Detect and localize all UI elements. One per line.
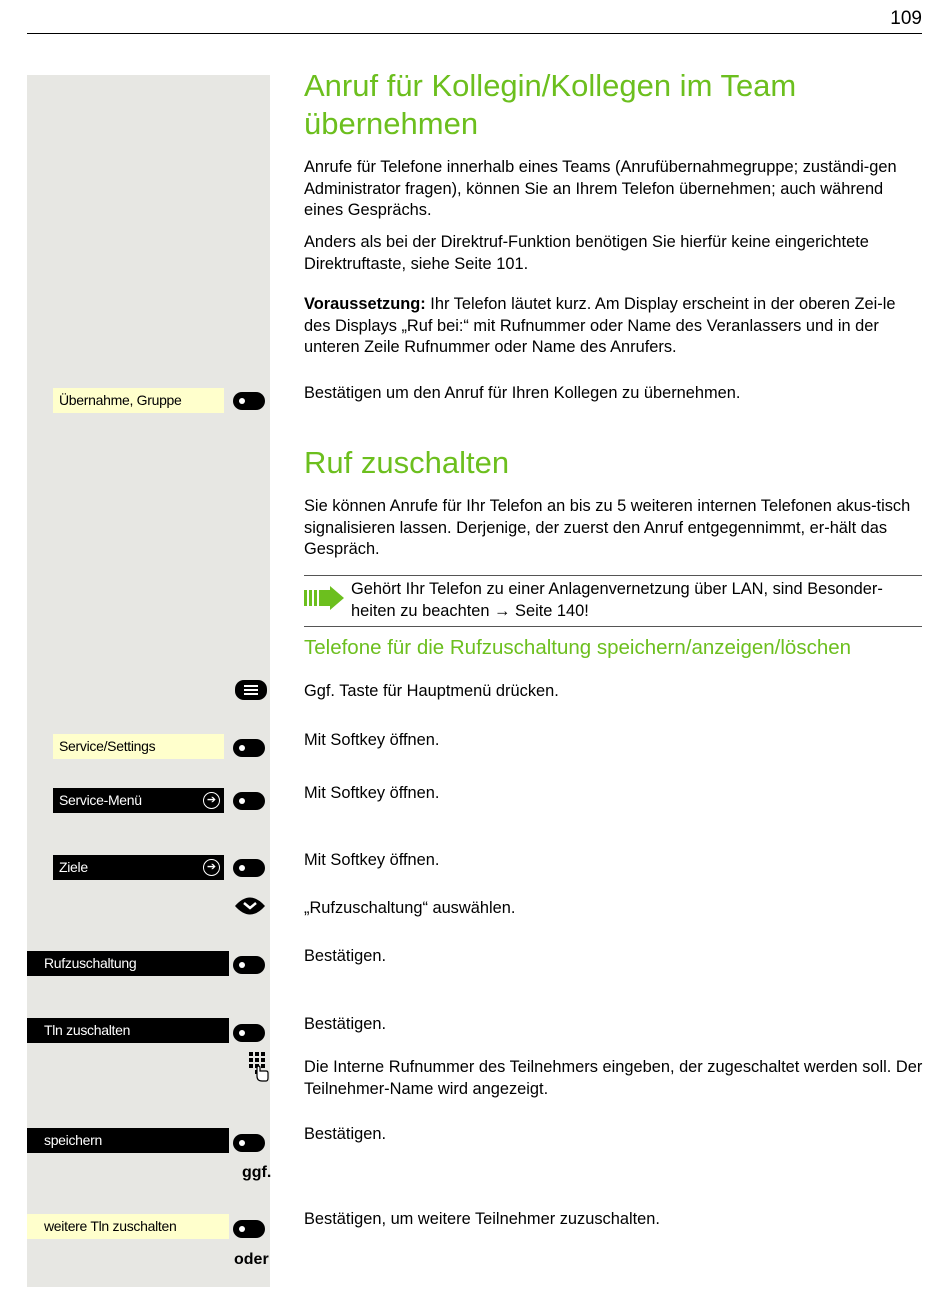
step-text: Bestätigen.	[304, 1015, 387, 1033]
note-text: Gehört Ihr Telefon zu einer Anlagenvernetzung über LAN, sind Besonder-heiten zu beachten → Seite 140!	[351, 580, 883, 620]
display-label: Ziele	[59, 859, 88, 875]
section-title-2: Ruf zuschalten	[304, 445, 510, 480]
arrow-right-icon: ➔	[203, 859, 220, 876]
softkey-icon[interactable]	[233, 792, 265, 810]
title-line-1: Anruf für Kollegin/Kollegen im Team	[304, 68, 797, 103]
step-text: Ggf. Taste für Hauptmenü drücken.	[304, 682, 559, 700]
display-ziele	[53, 855, 224, 880]
softkey-icon[interactable]	[233, 392, 265, 410]
navigation-key-icon[interactable]	[233, 895, 267, 917]
step-text: Mit Softkey öffnen.	[304, 784, 440, 802]
prerequisite-label: Voraussetzung:	[304, 295, 426, 313]
menu-key-icon[interactable]	[235, 680, 267, 700]
step-text: Die Interne Rufnummer des Teilnehmers eingeben, der zugeschaltet werden soll. Der Teilnehmer-Name wird angezeigt.	[304, 1058, 923, 1098]
display-tln-zuschalten	[27, 1018, 229, 1043]
paragraph: Anrufe für Telefone innerhalb eines Teams (Anrufübernahmegruppe; zuständi-gen Administrator fragen), können Sie an Ihrem Telefon übernehmen; auch während eines Gesprächs.	[304, 158, 897, 219]
display-service-menu	[53, 788, 224, 813]
note-rule-bottom	[304, 626, 922, 627]
side-word-oder: oder	[234, 1251, 269, 1268]
arrow-right-icon: ➔	[203, 792, 220, 809]
display-label: weitere Tln zuschalten	[44, 1218, 177, 1234]
display-label: Service-Menü	[59, 792, 142, 808]
display-rufzuschaltung	[27, 951, 229, 976]
side-column	[27, 75, 270, 1287]
softkey-icon[interactable]	[233, 1024, 265, 1042]
paragraph: Sie können Anrufe für Ihr Telefon an bis zu 5 weiteren internen Telefonen akus-tisch signalisieren lassen. Derjenige, der zuerst den Anruf entgegennimmt, er-hält das Gespräch.	[304, 497, 911, 558]
step-text: Mit Softkey öffnen.	[304, 851, 440, 869]
display-service-settings	[53, 734, 224, 759]
step-text: Mit Softkey öffnen.	[304, 731, 440, 749]
display-label: speichern	[44, 1132, 103, 1148]
display-weitere-tln-zuschalten	[27, 1214, 229, 1239]
display-label: Übernahme, Gruppe	[59, 392, 182, 408]
subsection-title: Telefone für die Rufzuschaltung speichern/anzeigen/löschen	[304, 636, 852, 659]
softkey-icon[interactable]	[233, 1134, 265, 1152]
page-number: 109	[890, 8, 922, 29]
note-rule-top	[304, 575, 922, 576]
keypad-icon[interactable]	[247, 1052, 269, 1082]
note-arrow-icon	[304, 586, 346, 610]
softkey-icon[interactable]	[233, 739, 265, 757]
side-word-ggf: ggf.	[242, 1164, 272, 1181]
prerequisite-text: Ihr Telefon läutet kurz. Am Display erscheint in der oberen Zei-le des Displays „Ruf bei:“ mit Rufnummer oder Name des Veranlassers und in der unteren Zeile Rufnummer oder Name des Anrufers.	[304, 295, 896, 356]
display-label: Tln zuschalten	[44, 1022, 131, 1038]
step-text: Bestätigen.	[304, 947, 387, 965]
title-line-2: übernehmen	[304, 106, 479, 141]
step-text: Bestätigen, um weitere Teilnehmer zuzuschalten.	[304, 1210, 660, 1228]
softkey-icon[interactable]	[233, 1220, 265, 1238]
step-text: Bestätigen.	[304, 1125, 387, 1143]
paragraph: Anders als bei der Direktruf-Funktion benötigen Sie hierfür keine eingerichtete Direktruftaste, siehe Seite 101.	[304, 233, 869, 273]
display-uebernahme-gruppe	[53, 388, 224, 413]
softkey-icon[interactable]	[233, 956, 265, 974]
paragraph-prerequisite	[304, 294, 924, 359]
display-label: Rufzuschaltung	[44, 955, 137, 971]
section-title-1	[304, 67, 796, 143]
display-label: Service/Settings	[59, 738, 156, 754]
step-text: „Rufzuschaltung“ auswählen.	[304, 899, 516, 917]
header-rule	[27, 33, 922, 34]
display-speichern	[27, 1128, 229, 1153]
step-text: Bestätigen um den Anruf für Ihren Kollegen zu übernehmen.	[304, 384, 741, 402]
softkey-icon[interactable]	[233, 859, 265, 877]
